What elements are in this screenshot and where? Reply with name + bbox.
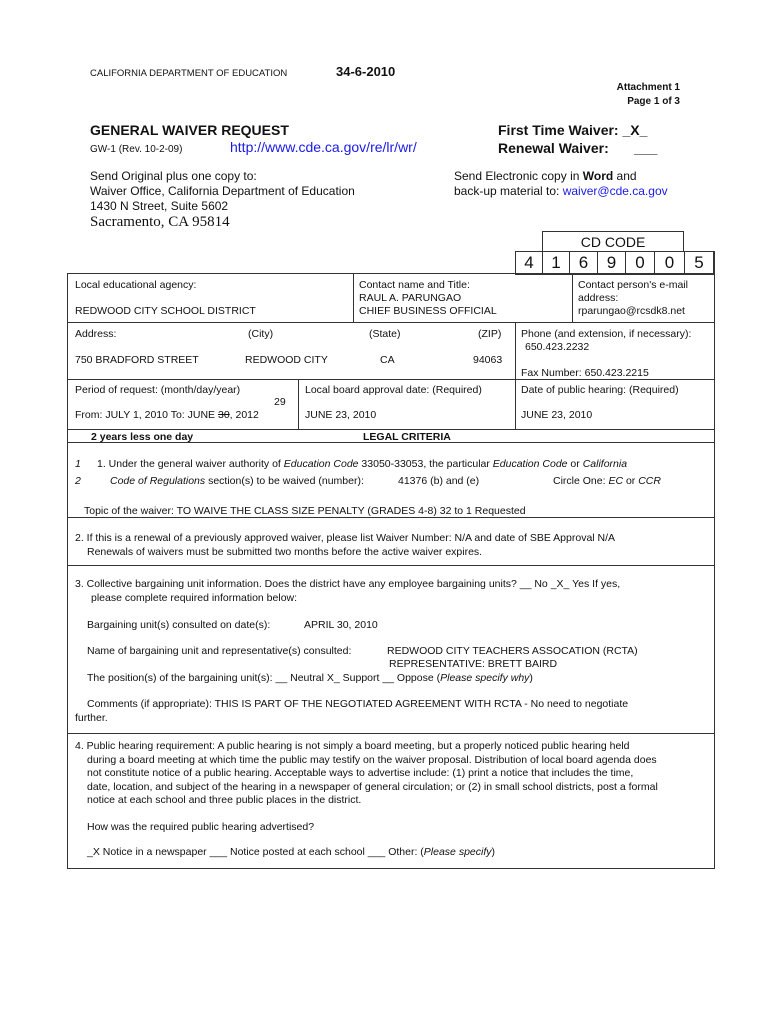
- board-approval-date: JUNE 23, 2010: [305, 409, 377, 421]
- send-original-line-4: Sacramento, CA 95814: [90, 214, 230, 230]
- cd-code-digit: 5: [684, 251, 714, 275]
- contact-label: Contact name and Title:: [359, 279, 470, 291]
- page-number: Page 1 of 3: [627, 96, 680, 107]
- circle-one: Circle One: EC or CCR: [553, 475, 661, 487]
- comments-line-1: Comments (if appropriate): THIS IS PART OF THE NEGOTIATED AGREEMENT WITH RCTA - No need to negotiate: [87, 698, 629, 710]
- fax-value: Fax Number: 650.423.2215: [521, 367, 649, 379]
- lea-value: REDWOOD CITY SCHOOL DISTRICT: [75, 305, 256, 317]
- regulation-sections: 41376 (b) and (e): [398, 475, 480, 487]
- send-original-line-3: 1430 N Street, Suite 5602: [90, 199, 229, 213]
- item4-line-2: during a board meeting at which time the public may testify on the waiver proposal. Distribution of local board agenda does: [87, 754, 657, 766]
- form-title: GENERAL WAIVER REQUEST: [90, 122, 289, 138]
- send-original-line-2: Waiver Office, California Department of Education: [90, 184, 355, 198]
- form-code: GW-1 (Rev. 10-2-09): [90, 144, 183, 155]
- cd-code-digit: 9: [597, 251, 626, 275]
- cd-code-digit: 6: [569, 251, 598, 275]
- waiver-email-link[interactable]: waiver@cde.ca.gov: [562, 184, 668, 198]
- contact-title: CHIEF BUSINESS OFFICIAL: [359, 305, 497, 317]
- renewal-waiver-label: Renewal Waiver:: [498, 140, 609, 156]
- send-electronic-line-1: Send Electronic copy in Word and: [454, 169, 637, 183]
- waiver-url-link[interactable]: http://www.cde.ca.gov/re/lr/wr/: [230, 139, 417, 155]
- bargaining-position: The position(s) of the bargaining unit(s): __ Neutral X_ Support __ Oppose (Please specify why): [87, 672, 533, 684]
- public-hearing-date: JUNE 23, 2010: [521, 409, 593, 421]
- city-value: REDWOOD CITY: [245, 354, 328, 366]
- period-note: 2 years less one day: [91, 431, 194, 443]
- list-number: 2: [75, 475, 81, 487]
- hearing-options: _X Notice in a newspaper ___ Notice posted at each school ___ Other: (Please specify): [87, 846, 495, 858]
- send-original-line-1: Send Original plus one copy to:: [90, 169, 257, 183]
- item3-line-2: please complete required information below:: [91, 592, 298, 604]
- waiver-topic: Topic of the waiver: TO WAIVE THE CLASS SIZE PENALTY (GRADES 4-8) 32 to 1 Requested: [84, 505, 526, 517]
- item4-line-4: date, location, and subject of the hearing in a newspaper of general circulation; or (2) in small school districts, post a formal: [87, 781, 658, 793]
- state-value: CA: [380, 354, 395, 366]
- representative-label: Name of bargaining unit and representative(s) consulted:: [87, 645, 352, 657]
- period-value: From: JULY 1, 2010 To: JUNE 30, 2012: [75, 409, 259, 421]
- item-number: 34-6-2010: [336, 64, 396, 79]
- department-name: CALIFORNIA DEPARTMENT OF EDUCATION: [90, 68, 288, 79]
- item2-line-1: 2. If this is a renewal of a previously approved waiver, please list Waiver Number: N/A and date of SBE Approval N/A: [75, 532, 616, 544]
- city-label: (City): [248, 328, 274, 340]
- first-time-waiver: First Time Waiver: _X_: [498, 122, 648, 138]
- item3-line-1: 3. Collective bargaining unit information. Does the district have any employee bargaining units? __ No _X_ Yes If yes,: [75, 578, 621, 590]
- item4-line-5: notice at each school and three public places in the district.: [87, 794, 362, 806]
- item1-line-2: Code of Regulations section(s) to be waived (number):: [110, 475, 364, 487]
- item4-line-3: not constitute notice of a public hearing. Acceptable ways to advertise include: (1) print a notice that includes the time,: [87, 767, 634, 779]
- zip-label: (ZIP): [478, 328, 502, 340]
- list-number: 1: [75, 458, 81, 470]
- renewal-waiver-value: ___: [634, 140, 658, 156]
- cd-code-label: CD CODE: [542, 231, 684, 252]
- representative-unit: REDWOOD CITY TEACHERS ASSOCATION (RCTA): [387, 645, 638, 657]
- lea-label: Local educational agency:: [75, 279, 197, 291]
- item4-line-1: 4. Public hearing requirement: A public hearing is not simply a board meeting, but a properly noticed public hearing held: [75, 740, 630, 752]
- representative-name: REPRESENTATIVE: BRETT BAIRD: [389, 658, 558, 670]
- attachment-label: Attachment 1: [616, 82, 680, 93]
- email-label-2: address:: [578, 292, 619, 304]
- period-label: Period of request: (month/day/year): [75, 384, 241, 396]
- state-label: (State): [369, 328, 401, 340]
- hearing-question: How was the required public hearing advertised?: [87, 821, 315, 833]
- phone-value: 650.423.2232: [525, 341, 590, 353]
- phone-label: Phone (and extension, if necessary):: [521, 328, 692, 340]
- send-electronic-line-2: back-up material to: waiver@cde.ca.gov: [454, 184, 668, 198]
- legal-criteria-heading: LEGAL CRITERIA: [363, 431, 451, 443]
- address-label: Address:: [75, 328, 117, 340]
- bargaining-units-date: APRIL 30, 2010: [304, 619, 378, 631]
- struck-date: 30: [217, 409, 230, 421]
- cd-code-digit: 4: [515, 251, 543, 275]
- street-value: 750 BRADFORD STREET: [75, 354, 199, 366]
- cd-code-digit: 0: [625, 251, 655, 275]
- email-label-1: Contact person's e-mail: [578, 279, 688, 291]
- zip-value: 94063: [473, 354, 503, 366]
- bargaining-units-label: Bargaining unit(s) consulted on date(s):: [87, 619, 271, 631]
- item2-line-2: Renewals of waivers must be submitted two months before the active waiver expires.: [87, 546, 483, 558]
- contact-name: RAUL A. PARUNGAO: [359, 292, 462, 304]
- public-hearing-label: Date of public hearing: (Required): [521, 384, 679, 396]
- item1-line-1: 1. Under the general waiver authority of Education Code 33050-33053, the particular Education Code or California: [97, 458, 628, 470]
- contact-email: rparungao@rcsdk8.net: [578, 305, 685, 317]
- comments-line-2: further.: [75, 712, 108, 724]
- board-approval-label: Local board approval date: (Required): [305, 384, 482, 396]
- cd-code-digit: 0: [654, 251, 685, 275]
- handwritten-correction: 29: [274, 396, 286, 408]
- cd-code-digit: 1: [542, 251, 570, 275]
